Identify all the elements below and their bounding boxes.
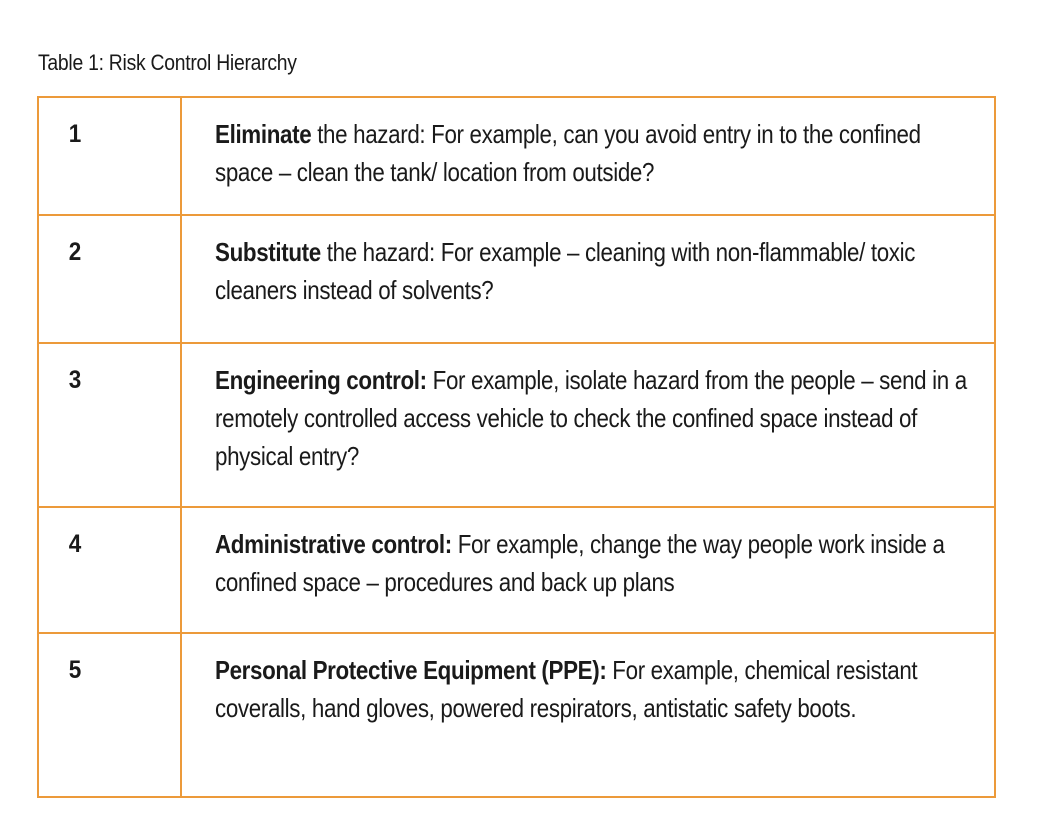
risk-control-table [37,96,996,798]
row-number-cell [38,633,181,797]
row-description-cell [181,507,995,633]
row-text: For example, chemical resistant coveralls, hand gloves, powered respirators, antistatic safety boots. [215,655,918,723]
row-term: Engineering control: [215,365,427,395]
row-description-cell [181,215,995,343]
row-description-cell [181,343,995,507]
row-text: the hazard: For example – cleaning with non-flammable/ toxic cleaners instead of solvents? [215,237,916,305]
row-number-cell [38,97,181,215]
row-term: Eliminate [215,119,312,149]
row-term: Substitute [215,237,321,267]
row-number-cell [38,507,181,633]
row-number-cell [38,343,181,507]
row-term: Administrative control: [215,529,452,559]
row-number: 1 [68,120,82,148]
row-term: Personal Protective Equipment (PPE): [215,655,607,685]
row-text: For example, isolate hazard from the people – send in a remotely controlled access vehicle to check the confined space instead of physical entry? [215,365,967,471]
row-description-cell [181,633,995,797]
table-row [38,507,995,633]
table-row [38,215,995,343]
table-row [38,633,995,797]
row-number-cell [38,215,181,343]
row-number: 2 [68,238,82,266]
row-number: 5 [68,656,82,684]
row-description-cell [181,97,995,215]
row-number: 4 [68,530,82,558]
table-row [38,97,995,215]
table-row [38,343,995,507]
row-text: For example, change the way people work inside a confined space – procedures and back up plans [215,529,945,597]
row-text: the hazard: For example, can you avoid entry in to the confined space – clean the tank/ location from outside? [215,119,921,187]
table-caption: Table 1: Risk Control Hierarchy [38,50,297,75]
row-number: 3 [68,366,82,394]
